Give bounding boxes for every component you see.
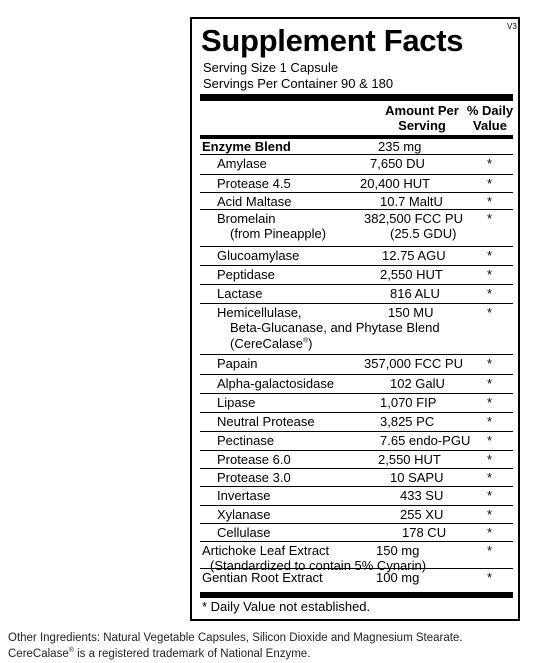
nutrient-amount: 150 mg <box>376 543 420 558</box>
nutrient-amount: 7,650 DU <box>370 156 425 171</box>
nutrient-amount: 10 SAPU <box>390 470 444 485</box>
nutrient-name: Enzyme Blend <box>202 139 291 154</box>
dv-header-line2: Value <box>473 118 507 133</box>
table-row <box>200 193 513 210</box>
daily-value: * <box>487 248 493 263</box>
daily-value: * <box>487 267 493 282</box>
nutrient-amount: 235 mg <box>378 139 422 154</box>
nutrient-name: Xylanase <box>217 507 271 522</box>
nutrient-name: Alpha-galactosidase <box>217 376 335 391</box>
nutrient-name: Invertase <box>217 488 271 503</box>
daily-value: * <box>487 488 493 503</box>
nutrient-name: Glucoamylase <box>217 248 300 263</box>
daily-value: * <box>487 211 493 226</box>
amount-header-line1: Amount Per <box>385 103 459 118</box>
nutrient-amount: 178 CU <box>402 525 447 540</box>
nutrient-amount: 433 SU <box>400 488 444 503</box>
nutrient-amount: 1,070 FIP <box>380 395 437 410</box>
amount-header-line2: Serving <box>398 118 446 133</box>
table-row <box>200 506 513 524</box>
serving-size: Serving Size 1 Capsule <box>203 60 339 75</box>
table-row <box>200 138 513 155</box>
nutrient-amount: 150 MU <box>388 305 434 320</box>
daily-value: * <box>487 570 493 585</box>
closing-paren: ) <box>308 336 313 351</box>
nutrient-amount: 357,000 FCC PU <box>364 356 463 371</box>
table-row <box>200 210 513 247</box>
table-row <box>200 451 513 469</box>
trademark-text: is a registered trademark of National Enzyme. <box>73 648 311 660</box>
daily-value: * <box>487 525 493 540</box>
table-row <box>200 175 513 193</box>
table-row <box>200 247 513 266</box>
daily-value: * <box>487 286 493 301</box>
panel-title: Supplement Facts <box>201 23 464 58</box>
nutrient-name: Amylase <box>217 156 267 171</box>
other-ingredients: Other Ingredients: Natural Vegetable Capsules, Silicon Dioxide and Magnesium Stearate. <box>8 632 463 644</box>
nutrient-name: Protease 3.0 <box>217 470 291 485</box>
nutrient-name: Artichoke Leaf Extract <box>202 543 330 558</box>
thick-divider-bottom <box>200 592 513 598</box>
registered-mark: ® <box>68 647 74 655</box>
table-row <box>200 569 513 592</box>
table-row <box>200 487 513 506</box>
nutrient-amount: 20,400 HUT <box>360 176 431 191</box>
daily-value-footnote: * Daily Value not established. <box>202 599 371 614</box>
table-row <box>200 413 513 432</box>
nutrient-name: Pectinase <box>217 433 275 448</box>
nutrient-name: Hemicellulase, <box>217 305 302 320</box>
nutrient-name: Peptidase <box>217 267 275 282</box>
nutrient-amount: 10.7 MaltU <box>380 194 443 209</box>
nutrient-name: Lipase <box>217 395 256 410</box>
nutrient-amount: 816 ALU <box>390 286 440 301</box>
table-row <box>200 469 513 487</box>
table-row <box>200 266 513 285</box>
trademark-notice <box>8 647 310 661</box>
daily-value: * <box>487 470 493 485</box>
daily-value: * <box>487 194 493 209</box>
daily-value: * <box>487 176 493 191</box>
daily-value: * <box>487 376 493 391</box>
dv-header-line1: % Daily <box>466 103 514 118</box>
nutrient-amount: 12.75 AGU <box>382 248 446 263</box>
table-row <box>200 155 513 175</box>
nutrient-name: Neutral Protease <box>217 414 315 429</box>
nutrient-amount: 255 XU <box>400 507 444 522</box>
daily-value: * <box>487 156 493 171</box>
nutrient-subtext-2 <box>230 336 313 351</box>
cerecalase-label: (CereCalase <box>230 336 303 351</box>
nutrient-name: Lactase <box>217 286 263 301</box>
nutrient-subtext: (from Pineapple) <box>230 226 327 241</box>
nutrient-amount: 7.65 endo-PGU <box>380 433 471 448</box>
daily-value: * <box>487 414 493 429</box>
daily-value: * <box>487 452 493 467</box>
table-row <box>200 375 513 394</box>
table-row <box>200 432 513 451</box>
amount-subtext: (25.5 GDU) <box>390 226 457 241</box>
nutrient-subtext: (Standardized to contain 5% Cynarin) <box>210 558 427 573</box>
daily-value: * <box>487 305 493 320</box>
table-row <box>200 542 513 573</box>
trademark-name: CereCalase <box>8 648 69 660</box>
daily-value: * <box>487 395 493 410</box>
nutrient-amount: 2,550 HUT <box>380 267 443 282</box>
nutrient-name: Bromelain <box>217 211 276 226</box>
servings-per-container: Servings Per Container 90 & 180 <box>203 76 394 91</box>
version-label: V3 <box>507 22 517 31</box>
nutrient-subtext: Beta-Glucanase, and Phytase Blend <box>230 320 440 335</box>
nutrient-name: Protease 4.5 <box>217 176 291 191</box>
daily-value: * <box>487 433 493 448</box>
daily-value: * <box>487 356 493 371</box>
table-row <box>200 285 513 304</box>
nutrient-amount: 2,550 HUT <box>378 452 441 467</box>
nutrient-amount: 3,825 PC <box>380 414 435 429</box>
table-row <box>200 394 513 413</box>
registered-mark: ® <box>302 337 309 345</box>
nutrient-name: Protease 6.0 <box>217 452 291 467</box>
daily-value: * <box>487 543 493 558</box>
nutrient-amount: 100 mg <box>376 570 420 585</box>
supplement-facts-panel <box>190 17 520 621</box>
table-row <box>200 524 513 542</box>
thick-divider-top <box>200 94 513 101</box>
nutrient-name: Papain <box>217 356 258 371</box>
nutrient-amount: 102 GalU <box>390 376 445 391</box>
nutrient-name: Acid Maltase <box>217 194 292 209</box>
table-row <box>200 355 513 375</box>
nutrient-name: Cellulase <box>217 525 271 540</box>
daily-value: * <box>487 507 493 522</box>
nutrient-amount: 382,500 FCC PU <box>364 211 463 226</box>
nutrient-name: Gentian Root Extract <box>202 570 323 585</box>
table-row <box>200 304 513 355</box>
